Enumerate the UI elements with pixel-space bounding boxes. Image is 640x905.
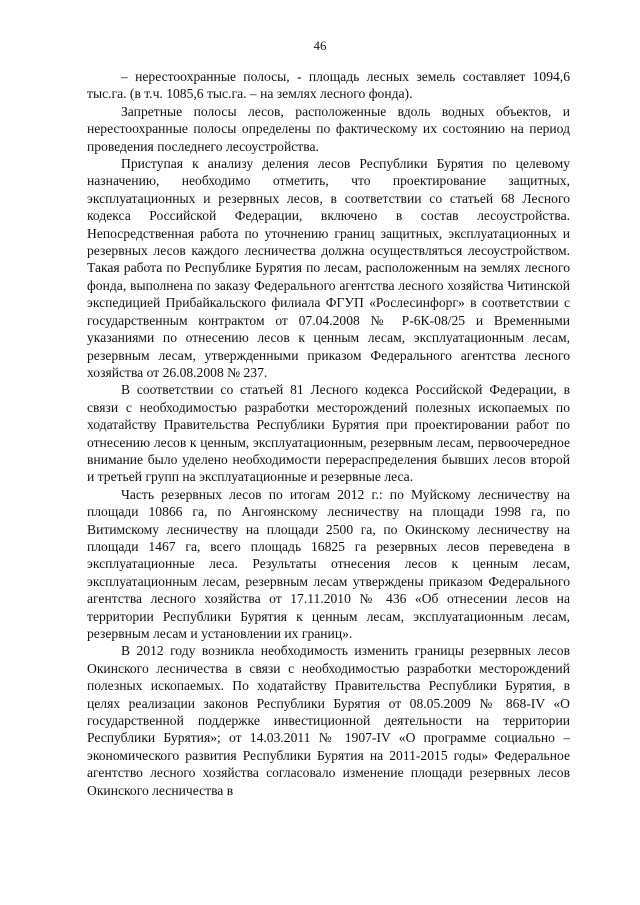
paragraph: Часть резервных лесов по итогам 2012 г.: по Муйскому лесничеству на площади 10866 га, по Ангоянскому лесничеству на площади 1998 га, по Витимскому лесничеству на площади 2500 га, по Окинскому лесничеству на площади 1467 га, всего площадь 16825 га резервных лесов переведена в эксплуатационные леса. Результаты отнесения лесов к ценным лесам, эксплуатационным лесам, резервным лесам утверждены приказом Федерального агентства лесного хозяйства от 17.11.2010 № 436 «Об отнесении лесов на территории Республики Бурятия к ценным лесам, эксплуатационным лесам, резервным лесам и установлении их границ». [87, 486, 570, 641]
document-body [87, 68, 570, 799]
paragraph: В соответствии со статьей 81 Лесного кодекса Российской Федерации, в связи с необходимостью разработки месторождений полезных ископаемых по ходатайству Правительства Республики Бурятия при проектировании работ по отнесению лесов к ценным, эксплуатационным, резервным лесам, первоочередное внимание было уделено необходимости перераспределения бывших лесов второй и третьей групп на эксплуатационные и резервные леса. [87, 382, 570, 485]
paragraph: – нерестоохранные полосы, - площадь лесных земель составляет 1094,6 тыс.га. (в т.ч. 1085,6 тыс.га. – на землях лесного фонда). [87, 69, 570, 102]
page-number: 46 [313, 38, 327, 53]
paragraph: Приступая к анализу деления лесов Республики Бурятия по целевому назначению, необходимо отметить, что проектирование защитных, эксплуатационных и резервных лесов, в соответствии со статьей 68 Лесного кодекса Российской Федерации, включено в состав лесоустройства. Непосредственная работа по уточнению границ защитных, эксплуатационных и резервных лесов каждого лесничества должна осуществляться лесоустройством. Такая работа по Республике Бурятия по лесам, расположенным на землях лесного фонда, выполнена по заказу Федерального агентства лесного хозяйства Читинской экспедицией Прибайкальского филиала ФГУП «Рослесинфорг» в соответствии с государственным контрактом от 07.04.2008 № Р-6К-08/25 и Временными указаниями по отнесению лесов к ценным лесам, эксплуатационным лесам, резервным лесам, утвержденными приказом Федерального агентства лесного хозяйства от 26.08.2008 № 237. [87, 156, 570, 380]
paragraph: В 2012 году возникла необходимость изменить границы резервных лесов Окинского лесничества в связи с необходимостью разработки месторождений полезных ископаемых. По ходатайству Правительства Республики Бурятия, в целях реализации законов Республики Бурятия от 08.05.2009 № 868-IV «О государственной поддержке инвестиционной деятельности на территории Республики Бурятия»; от 14.03.2011 № 1907-IV «О программе социально – экономического развития Республики Бурятия на 2011-2015 годы» Федеральное агентство лесного хозяйства согласовало изменение площади резервных лесов Окинского лесничества в [87, 643, 570, 798]
paragraph: Запретные полосы лесов, расположенные вдоль водных объектов, и нерестоохранные полосы определены по фактическому их состоянию на период проведения последнего лесоустройства. [87, 103, 570, 154]
